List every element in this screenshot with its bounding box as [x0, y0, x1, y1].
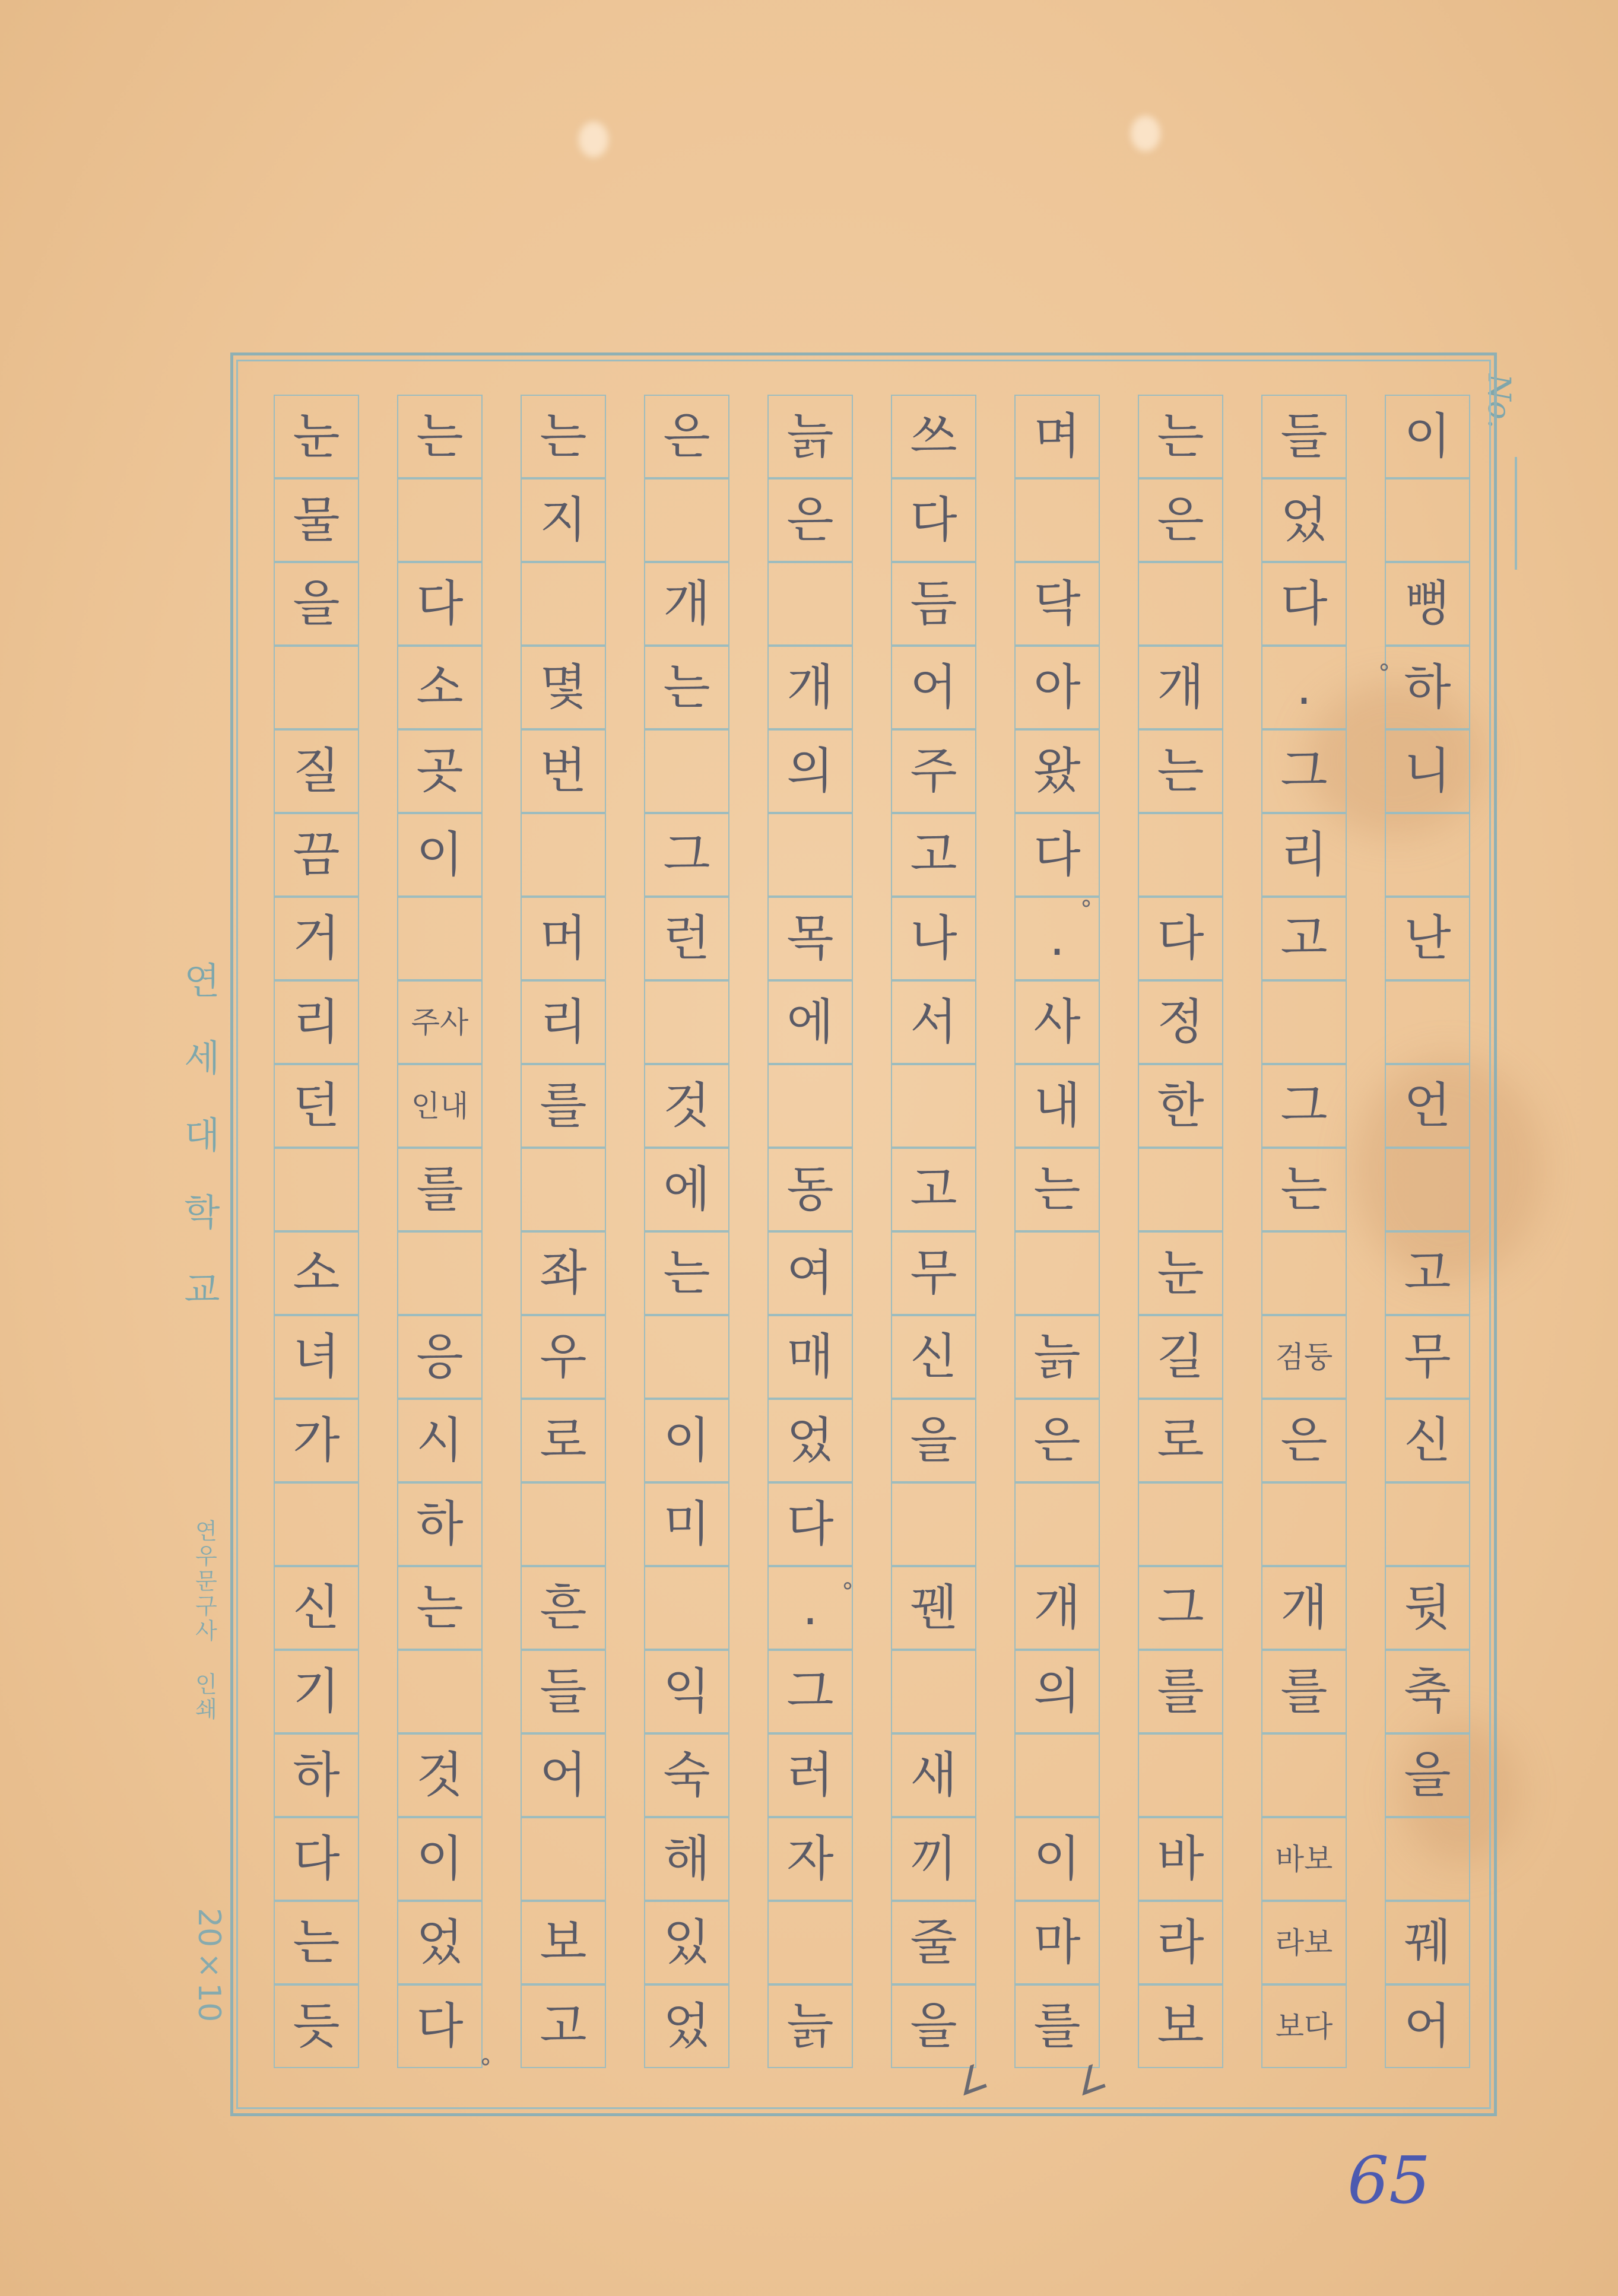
- grid-size-label: 20×10: [191, 1908, 227, 2022]
- manuscript-cell: 번: [521, 729, 606, 813]
- manuscript-cell: 뒷: [1385, 1566, 1470, 1650]
- manuscript-cell: 는: [1261, 1148, 1347, 1231]
- manuscript-cell: 늙: [767, 1984, 853, 2068]
- manuscript-cell: 눈: [1138, 1231, 1223, 1315]
- manuscript-cell: [644, 980, 729, 1064]
- manuscript-cell: 는: [1138, 395, 1223, 478]
- manuscript-cell: 끼: [891, 1817, 976, 1901]
- manuscript-cell: [644, 1566, 729, 1650]
- manuscript-cell: 숙: [644, 1733, 729, 1817]
- manuscript-cell: 난: [1385, 897, 1470, 980]
- binding-hole: [579, 122, 608, 157]
- manuscript-column: [397, 395, 483, 2068]
- manuscript-cell: 은: [1261, 1399, 1347, 1482]
- manuscript-cell: 는: [1014, 1148, 1100, 1231]
- correction-mark: ∠: [1068, 2054, 1113, 2106]
- manuscript-cell: 지: [521, 478, 606, 562]
- page-no-label: No.: [1481, 374, 1517, 429]
- manuscript-cell: 고: [1261, 897, 1347, 980]
- manuscript-cell: 흔: [521, 1566, 606, 1650]
- manuscript-cell: 다: [1014, 813, 1100, 897]
- manuscript-cell: 언: [1385, 1064, 1470, 1148]
- manuscript-cell: 을: [891, 1984, 976, 2068]
- manuscript-cell: 그: [767, 1650, 853, 1733]
- manuscript-cell: 동: [767, 1148, 853, 1231]
- manuscript-cell: 곳: [397, 729, 483, 813]
- manuscript-cell: [521, 562, 606, 646]
- manuscript-column: [521, 395, 606, 2068]
- manuscript-cell: [1385, 478, 1470, 562]
- manuscript-column: [767, 395, 853, 2068]
- manuscript-cell: [274, 1148, 359, 1231]
- manuscript-cell: 고: [1385, 1231, 1470, 1315]
- manuscript-cell: 개: [644, 562, 729, 646]
- manuscript-cell: 다: [397, 562, 483, 646]
- page-number: 65: [1347, 2142, 1430, 2218]
- manuscript-cell: 한: [1138, 1064, 1223, 1148]
- manuscript-cell: 은: [767, 478, 853, 562]
- university-name: 연세대학교: [177, 961, 221, 1347]
- manuscript-cell: [397, 478, 483, 562]
- manuscript-cell: 로: [521, 1399, 606, 1482]
- manuscript-column: [891, 395, 976, 2068]
- manuscript-cell: 축: [1385, 1650, 1470, 1733]
- manuscript-cell: 기: [274, 1650, 359, 1733]
- binding-hole: [1131, 116, 1160, 151]
- manuscript-cell: 고: [521, 1984, 606, 2068]
- manuscript-cell: 응: [397, 1315, 483, 1399]
- manuscript-cell: 다: [397, 1984, 483, 2068]
- manuscript-cell: [1385, 1482, 1470, 1566]
- manuscript-cell: 거: [274, 897, 359, 980]
- manuscript-cell: [644, 729, 729, 813]
- manuscript-cell: 물: [274, 478, 359, 562]
- manuscript-cell: 다: [274, 1817, 359, 1901]
- manuscript-cell: [521, 1482, 606, 1566]
- manuscript-cell: .: [1014, 897, 1100, 980]
- manuscript-cell: 다: [891, 478, 976, 562]
- manuscript-cell: 을: [891, 1399, 976, 1482]
- manuscript-cell: 뻥: [1385, 562, 1470, 646]
- manuscript-cell: 서: [891, 980, 976, 1064]
- manuscript-cell: 개: [1138, 646, 1223, 729]
- manuscript-cell: 것: [644, 1064, 729, 1148]
- manuscript-column: [644, 395, 729, 2068]
- manuscript-cell: [1261, 1733, 1347, 1817]
- manuscript-cell: [521, 1817, 606, 1901]
- manuscript-cell: 리: [274, 980, 359, 1064]
- manuscript-cell: 이: [1385, 395, 1470, 478]
- manuscript-column: [1385, 395, 1470, 2068]
- manuscript-cell: [521, 813, 606, 897]
- manuscript-cell: [521, 1148, 606, 1231]
- manuscript-cell: 정: [1138, 980, 1223, 1064]
- manuscript-column: [1014, 395, 1100, 2068]
- manuscript-cell: 보: [1138, 1984, 1223, 2068]
- manuscript-cell: 꿴: [891, 1566, 976, 1650]
- manuscript-cell: 을: [1385, 1733, 1470, 1817]
- manuscript-cell: 이: [397, 813, 483, 897]
- manuscript-cell: [274, 646, 359, 729]
- manuscript-cell: 을: [274, 562, 359, 646]
- manuscript-cell: 닥: [1014, 562, 1100, 646]
- manuscript-cell: 신: [891, 1315, 976, 1399]
- manuscript-cell: 우: [521, 1315, 606, 1399]
- manuscript-cell: [1014, 1482, 1100, 1566]
- manuscript-cell: [891, 1064, 976, 1148]
- manuscript-cell: 무: [891, 1231, 976, 1315]
- manuscript-cell: 신: [274, 1566, 359, 1650]
- manuscript-cell: 마: [1014, 1901, 1100, 1984]
- manuscript-cell: 어: [521, 1733, 606, 1817]
- manuscript-cell: [1261, 1482, 1347, 1566]
- manuscript-cell: [767, 1901, 853, 1984]
- manuscript-cell: [274, 1482, 359, 1566]
- manuscript-cell: .: [1261, 646, 1347, 729]
- manuscript-cell: 나: [891, 897, 976, 980]
- manuscript-cell: 머: [521, 897, 606, 980]
- manuscript-cell: 눈: [274, 395, 359, 478]
- manuscript-cell: [1385, 980, 1470, 1064]
- manuscript-cell: 다: [767, 1482, 853, 1566]
- manuscript-cell: 있: [644, 1901, 729, 1984]
- manuscript-column: [1138, 395, 1223, 2068]
- manuscript-cell: 개: [767, 646, 853, 729]
- manuscript-cell: 미: [644, 1482, 729, 1566]
- manuscript-cell: 었: [767, 1399, 853, 1482]
- punctuation-mark: °: [1378, 660, 1390, 687]
- manuscript-cell: [767, 1064, 853, 1148]
- manuscript-cell: 은: [644, 395, 729, 478]
- manuscript-cell: 에: [767, 980, 853, 1064]
- manuscript-cell: 는: [274, 1901, 359, 1984]
- manuscript-cell: 하: [274, 1733, 359, 1817]
- manuscript-cell: 사: [1014, 980, 1100, 1064]
- manuscript-cell: 보: [521, 1901, 606, 1984]
- manuscript-cell: 이: [644, 1399, 729, 1482]
- manuscript-cell: 왔: [1014, 729, 1100, 813]
- manuscript-cell: [1385, 1148, 1470, 1231]
- manuscript-cell: 검둥: [1261, 1315, 1347, 1399]
- manuscript-cell: 라: [1138, 1901, 1223, 1984]
- manuscript-cell: 무: [1385, 1315, 1470, 1399]
- manuscript-cell: 니: [1385, 729, 1470, 813]
- manuscript-cell: 소: [274, 1231, 359, 1315]
- manuscript-cell: 의: [1014, 1650, 1100, 1733]
- manuscript-cell: 어: [891, 646, 976, 729]
- manuscript-cell: [1138, 1482, 1223, 1566]
- manuscript-cell: 질: [274, 729, 359, 813]
- manuscript-cell: [397, 897, 483, 980]
- manuscript-cell: 주사: [397, 980, 483, 1064]
- manuscript-cell: 를: [1138, 1650, 1223, 1733]
- manuscript-cell: 고: [891, 813, 976, 897]
- manuscript-grid: [274, 395, 1470, 2068]
- manuscript-cell: 었: [1261, 478, 1347, 562]
- manuscript-cell: 몇: [521, 646, 606, 729]
- manuscript-cell: 리: [1261, 813, 1347, 897]
- manuscript-column: [1261, 395, 1347, 2068]
- manuscript-cell: [1261, 1231, 1347, 1315]
- manuscript-cell: 아: [1014, 646, 1100, 729]
- manuscript-cell: 늙: [1014, 1315, 1100, 1399]
- manuscript-cell: 를: [397, 1148, 483, 1231]
- manuscript-cell: 목: [767, 897, 853, 980]
- manuscript-cell: [1261, 980, 1347, 1064]
- manuscript-cell: [1138, 1733, 1223, 1817]
- manuscript-cell: 바보: [1261, 1817, 1347, 1901]
- manuscript-cell: [1138, 1148, 1223, 1231]
- manuscript-cell: [767, 562, 853, 646]
- manuscript-cell: [1385, 813, 1470, 897]
- punctuation-mark: °: [480, 2054, 491, 2082]
- manuscript-cell: 에: [644, 1148, 729, 1231]
- manuscript-cell: [767, 813, 853, 897]
- manuscript-cell: 그: [1261, 729, 1347, 813]
- manuscript-cell: 듬: [891, 562, 976, 646]
- manuscript-cell: [397, 1231, 483, 1315]
- manuscript-cell: 자: [767, 1817, 853, 1901]
- manuscript-cell: 는: [1138, 729, 1223, 813]
- punctuation-mark: °: [842, 1579, 854, 1606]
- manuscript-cell: 그: [644, 813, 729, 897]
- correction-mark: ∠: [949, 2054, 994, 2106]
- manuscript-cell: 의: [767, 729, 853, 813]
- manuscript-cell: 바: [1138, 1817, 1223, 1901]
- manuscript-cell: [1014, 478, 1100, 562]
- manuscript-cell: 쓰: [891, 395, 976, 478]
- manuscript-cell: [644, 478, 729, 562]
- manuscript-cell: 던: [274, 1064, 359, 1148]
- manuscript-cell: 늙: [767, 395, 853, 478]
- manuscript-cell: 가: [274, 1399, 359, 1482]
- manuscript-cell: 이: [1014, 1817, 1100, 1901]
- printer-name: 연우문구사 인쇄: [191, 1519, 217, 1722]
- manuscript-cell: 이: [397, 1817, 483, 1901]
- manuscript-cell: 하: [397, 1482, 483, 1566]
- manuscript-cell: 길: [1138, 1315, 1223, 1399]
- manuscript-cell: 은: [1138, 478, 1223, 562]
- manuscript-cell: 리: [521, 980, 606, 1064]
- manuscript-cell: [891, 1650, 976, 1733]
- manuscript-cell: 개: [1014, 1566, 1100, 1650]
- manuscript-cell: [397, 1650, 483, 1733]
- manuscript-cell: 라보: [1261, 1901, 1347, 1984]
- manuscript-cell: [1014, 1231, 1100, 1315]
- manuscript-cell: 내: [1014, 1064, 1100, 1148]
- manuscript-cell: 해: [644, 1817, 729, 1901]
- manuscript-cell: 는: [397, 395, 483, 478]
- manuscript-cell: 하: [1385, 646, 1470, 729]
- manuscript-cell: 다: [1261, 562, 1347, 646]
- manuscript-cell: 은: [1014, 1399, 1100, 1482]
- manuscript-cell: 다: [1138, 897, 1223, 980]
- manuscript-cell: 새: [891, 1733, 976, 1817]
- manuscript-cell: 소: [397, 646, 483, 729]
- manuscript-cell: 들: [521, 1650, 606, 1733]
- manuscript-cell: [891, 1482, 976, 1566]
- manuscript-cell: 로: [1138, 1399, 1223, 1482]
- manuscript-cell: 매: [767, 1315, 853, 1399]
- manuscript-cell: 어: [1385, 1984, 1470, 2068]
- manuscript-cell: 를: [1014, 1984, 1100, 2068]
- manuscript-cell: 끔: [274, 813, 359, 897]
- manuscript-cell: 는: [397, 1566, 483, 1650]
- punctuation-mark: °: [1080, 896, 1092, 923]
- manuscript-cell: [1385, 1817, 1470, 1901]
- manuscript-cell: 신: [1385, 1399, 1470, 1482]
- manuscript-cell: 녀: [274, 1315, 359, 1399]
- manuscript-cell: 었: [397, 1901, 483, 1984]
- manuscript-cell: [1014, 1733, 1100, 1817]
- manuscript-cell: 익: [644, 1650, 729, 1733]
- manuscript-cell: 그: [1138, 1566, 1223, 1650]
- manuscript-cell: 런: [644, 897, 729, 980]
- manuscript-cell: [644, 1315, 729, 1399]
- manuscript-cell: 는: [644, 646, 729, 729]
- manuscript-cell: 것: [397, 1733, 483, 1817]
- manuscript-cell: 들: [1261, 395, 1347, 478]
- manuscript-cell: 며: [1014, 395, 1100, 478]
- manuscript-column: [274, 395, 359, 2068]
- manuscript-cell: 개: [1261, 1566, 1347, 1650]
- manuscript-cell: 여: [767, 1231, 853, 1315]
- manuscript-cell: 고: [891, 1148, 976, 1231]
- manuscript-cell: 보다: [1261, 1984, 1347, 2068]
- manuscript-cell: 는: [521, 395, 606, 478]
- manuscript-cell: 꿰: [1385, 1901, 1470, 1984]
- manuscript-cell: 주: [891, 729, 976, 813]
- manuscript-cell: [1138, 562, 1223, 646]
- manuscript-cell: 는: [644, 1231, 729, 1315]
- manuscript-cell: 를: [1261, 1650, 1347, 1733]
- manuscript-cell: [1138, 813, 1223, 897]
- manuscript-cell: .: [767, 1566, 853, 1650]
- manuscript-cell: 듯: [274, 1984, 359, 2068]
- manuscript-cell: 러: [767, 1733, 853, 1817]
- manuscript-cell: 었: [644, 1984, 729, 2068]
- manuscript-cell: 시: [397, 1399, 483, 1482]
- manuscript-cell: 줄: [891, 1901, 976, 1984]
- page-no-line: [1515, 457, 1517, 570]
- manuscript-cell: 를: [521, 1064, 606, 1148]
- manuscript-cell: 그: [1261, 1064, 1347, 1148]
- manuscript-cell: 좌: [521, 1231, 606, 1315]
- manuscript-cell: 인내: [397, 1064, 483, 1148]
